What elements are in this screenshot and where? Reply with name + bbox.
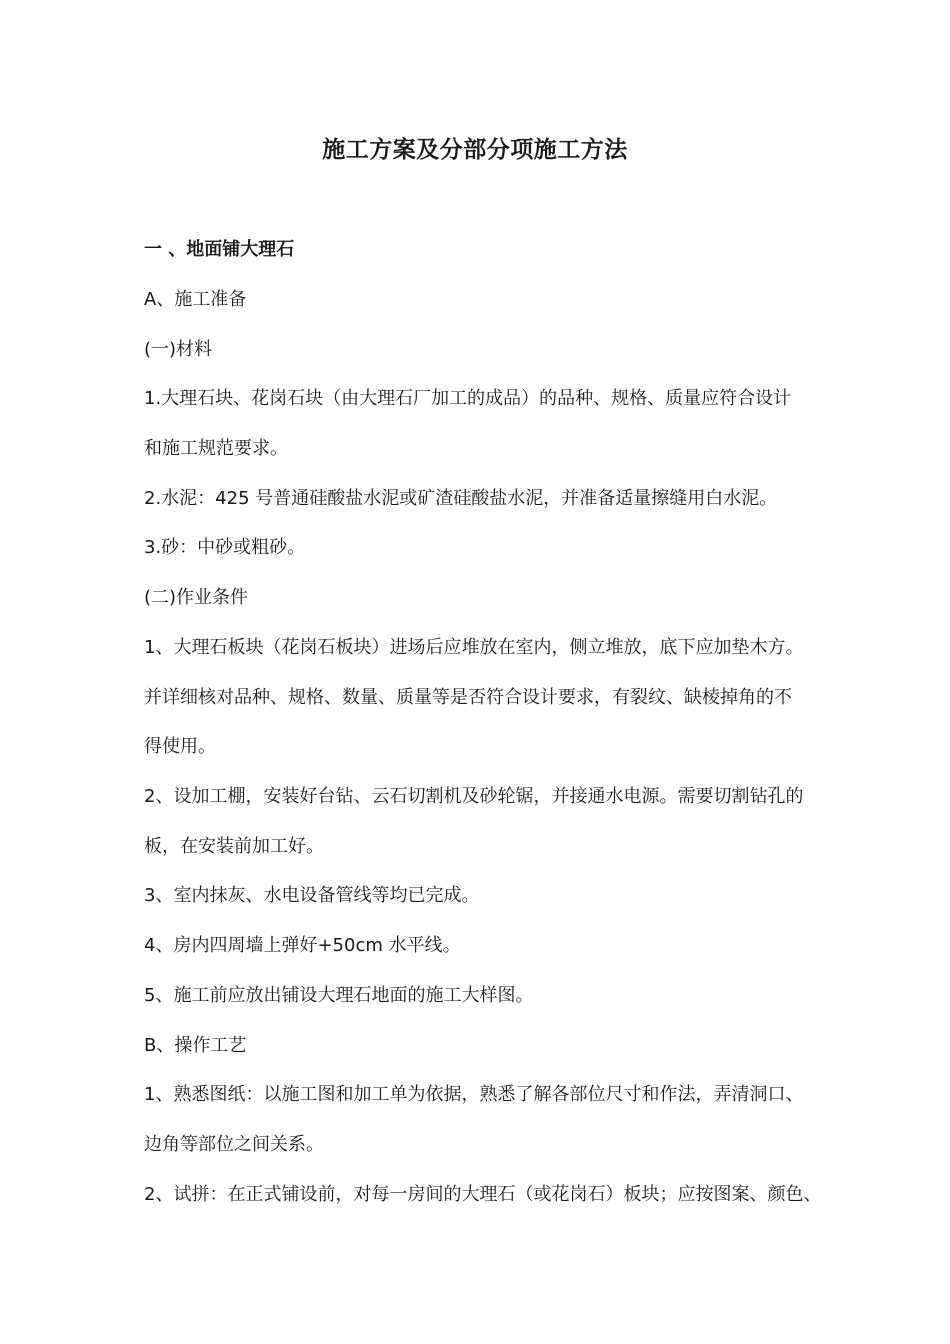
subsection-heading: A、施工准备 [144, 289, 247, 310]
paragraph-line: 2、试拼：在正式铺设前，对每一房间的大理石（或花岗石）板块；应按图案、颜色、 [144, 1184, 822, 1205]
paragraph-line: 和施工规范要求。 [144, 438, 288, 459]
paragraph-line: 板，在安装前加工好。 [144, 836, 324, 857]
section-heading: 一 、地面铺大理石 [144, 239, 295, 260]
document-title: 施工方案及分部分项施工方法 [322, 137, 628, 163]
paragraph-line: 并详细核对品种、规格、数量、质量等是否符合设计要求，有裂纹、缺棱掉角的不 [144, 687, 792, 708]
paragraph-line: 2.水泥：425 号普通硅酸盐水泥或矿渣硅酸盐水泥，并准备适量擦缝用白水泥。 [144, 488, 778, 509]
subsection-heading: (一)材料 [144, 339, 213, 360]
subsection-heading: B、操作工艺 [144, 1035, 247, 1056]
paragraph-line: 2、设加工棚，安装好台钻、云石切割机及砂轮锯，并接通水电源。需要切割钻孔的 [144, 786, 804, 807]
paragraph-line: 1.大理石块、花岗石块（由大理石厂加工的成品）的品种、规格、质量应符合设计 [144, 388, 792, 409]
paragraph-line: 5、施工前应放出铺设大理石地面的施工大样图。 [144, 985, 534, 1006]
paragraph-line: 1、熟悉图纸：以施工图和加工单为依据，熟悉了解各部位尺寸和作法，弄清洞口、 [144, 1084, 804, 1105]
paragraph-line: 边角等部位之间关系。 [144, 1134, 324, 1155]
paragraph-line: 4、房内四周墙上弹好+50cm 水平线。 [144, 935, 461, 956]
subsection-heading: (二)作业条件 [144, 587, 249, 608]
paragraph-line: 3.砂：中砂或粗砂。 [144, 537, 306, 558]
paragraph-line: 1、大理石板块（花岗石板块）进场后应堆放在室内，侧立堆放，底下应加垫木方。 [144, 637, 804, 658]
paragraph-line: 3、室内抹灰、水电设备管线等均已完成。 [144, 885, 480, 906]
paragraph-line: 得使用。 [144, 736, 216, 757]
